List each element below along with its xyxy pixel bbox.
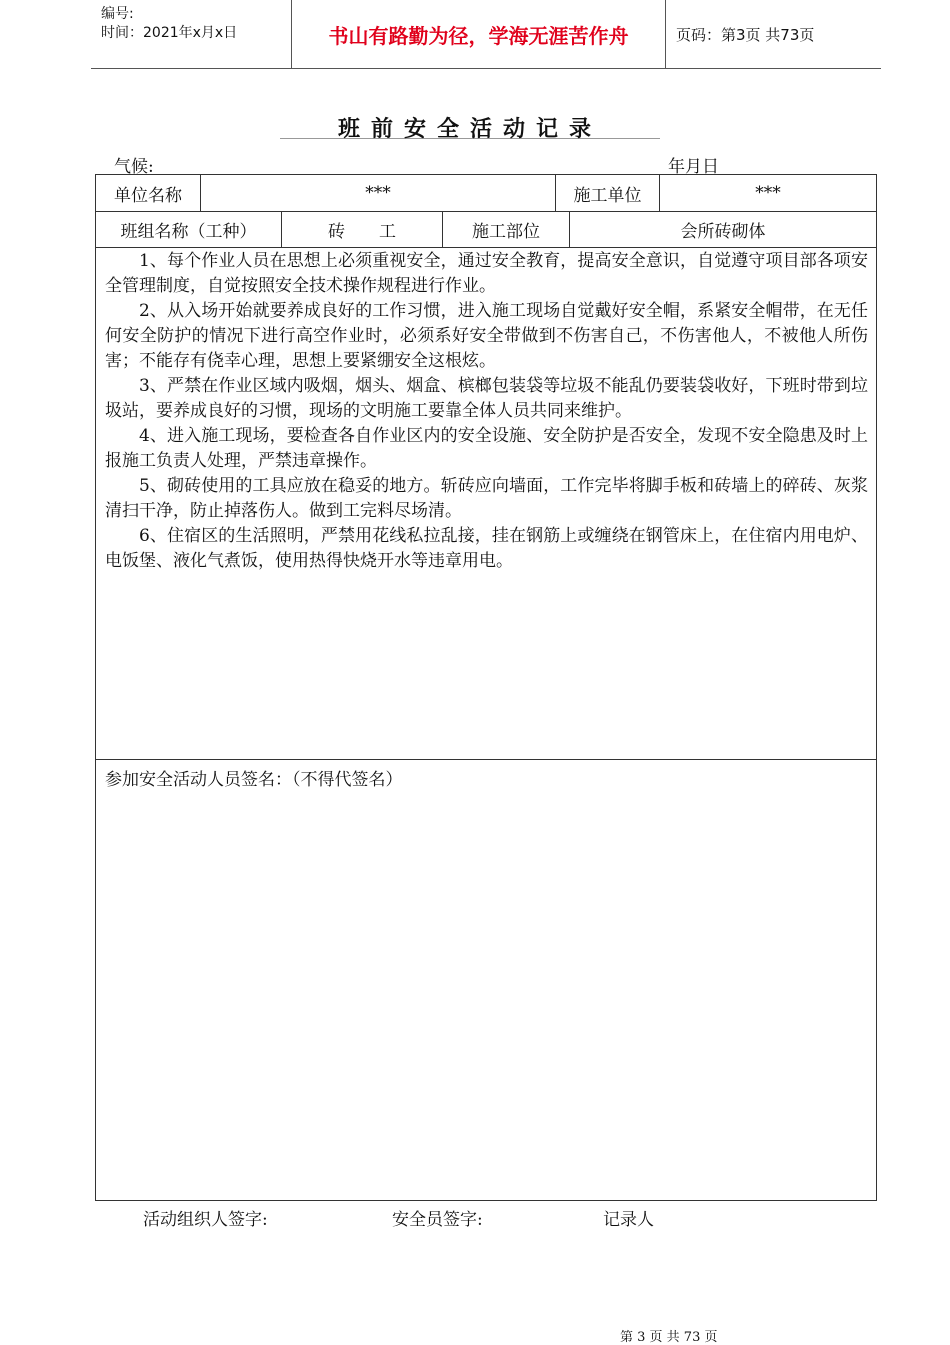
safety-officer-sign-label: 安全员签字: bbox=[392, 1210, 483, 1230]
content-item: 6、住宿区的生活照明，严禁用花线私拉乱接，挂在钢筋上或缠绕在钢管床上，在住宿内用电炉、电饭堡、液化气煮饭，使用热得快烧开水等违章用电。 bbox=[105, 526, 868, 571]
serial-label: 编号: bbox=[101, 6, 134, 22]
content-item: 3、严禁在作业区域内吸烟，烟头、烟盒、槟榔包装袋等垃圾不能乱仍要装袋收好，下班时带到垃圾站，要养成良好的习惯，现场的文明施工要靠全体人员共同来维护。 bbox=[105, 376, 868, 421]
signature-area-label: 参加安全活动人员签名：（不得代签名） bbox=[105, 770, 403, 790]
record-table bbox=[95, 174, 877, 1201]
recorder-label: 记录人 bbox=[603, 1210, 654, 1230]
construct-unit-value: *** bbox=[659, 175, 876, 211]
content-item: 5、砌砖使用的工具应放在稳妥的地方。斩砖应向墙面，工作完毕将脚手板和砖墙上的碎砖、灰浆清扫干净，防止掉落伤人。做到工完料尽场清。 bbox=[105, 476, 868, 521]
content-item: 4、进入施工现场，要检查各自作业区内的安全设施、安全防护是否安全，发现不安全隐患及时上报施工负责人处理，严禁违章操作。 bbox=[105, 426, 868, 471]
team-value: 砖 工 bbox=[281, 211, 442, 247]
construct-unit-label: 施工单位 bbox=[555, 175, 659, 211]
table-row bbox=[96, 211, 876, 248]
team-label: 班组名称（工种） bbox=[120, 221, 257, 242]
time-label: 时间：2021年x月x日 bbox=[101, 25, 238, 41]
weather-label: 气候: bbox=[114, 157, 154, 177]
content-item: 1、每个作业人员在思想上必须重视安全，通过安全教育，提高安全意识，自觉遵守项目部各项安全管理制度，自觉按照安全技术操作规程进行作业。 bbox=[105, 251, 868, 296]
unit-value: *** bbox=[200, 175, 555, 211]
page-header bbox=[91, 0, 881, 69]
site-label: 施工部位 bbox=[442, 211, 569, 247]
unit-label: 单位名称 bbox=[114, 185, 182, 206]
content-item: 2、从入场开始就要养成良好的工作习惯，进入施工现场自觉戴好安全帽，系紧安全帽带，在无任何安全防护的情况下进行高空作业时，必须系好安全带做到不伤害自己，不伤害他人，不被他人所伤害；不能存有侥幸心理，思想上要紧绷安全这根炫。 bbox=[105, 301, 868, 371]
date-label: 年月日 bbox=[668, 157, 719, 177]
safety-content bbox=[96, 247, 876, 760]
page-number: 第 3 页 共 73 页 bbox=[620, 1330, 718, 1345]
document-title: 班前安全活动记录 bbox=[280, 112, 660, 139]
header-page-label: 页码：第3页 共73页 bbox=[676, 25, 815, 44]
header-meta bbox=[91, 0, 292, 68]
table-row bbox=[96, 175, 876, 212]
site-value: 会所砖砌体 bbox=[569, 211, 876, 247]
header-motto: 书山有路勤为径，学海无涯苦作舟 bbox=[292, 0, 666, 68]
organizer-sign-label: 活动组织人签字: bbox=[143, 1210, 268, 1230]
